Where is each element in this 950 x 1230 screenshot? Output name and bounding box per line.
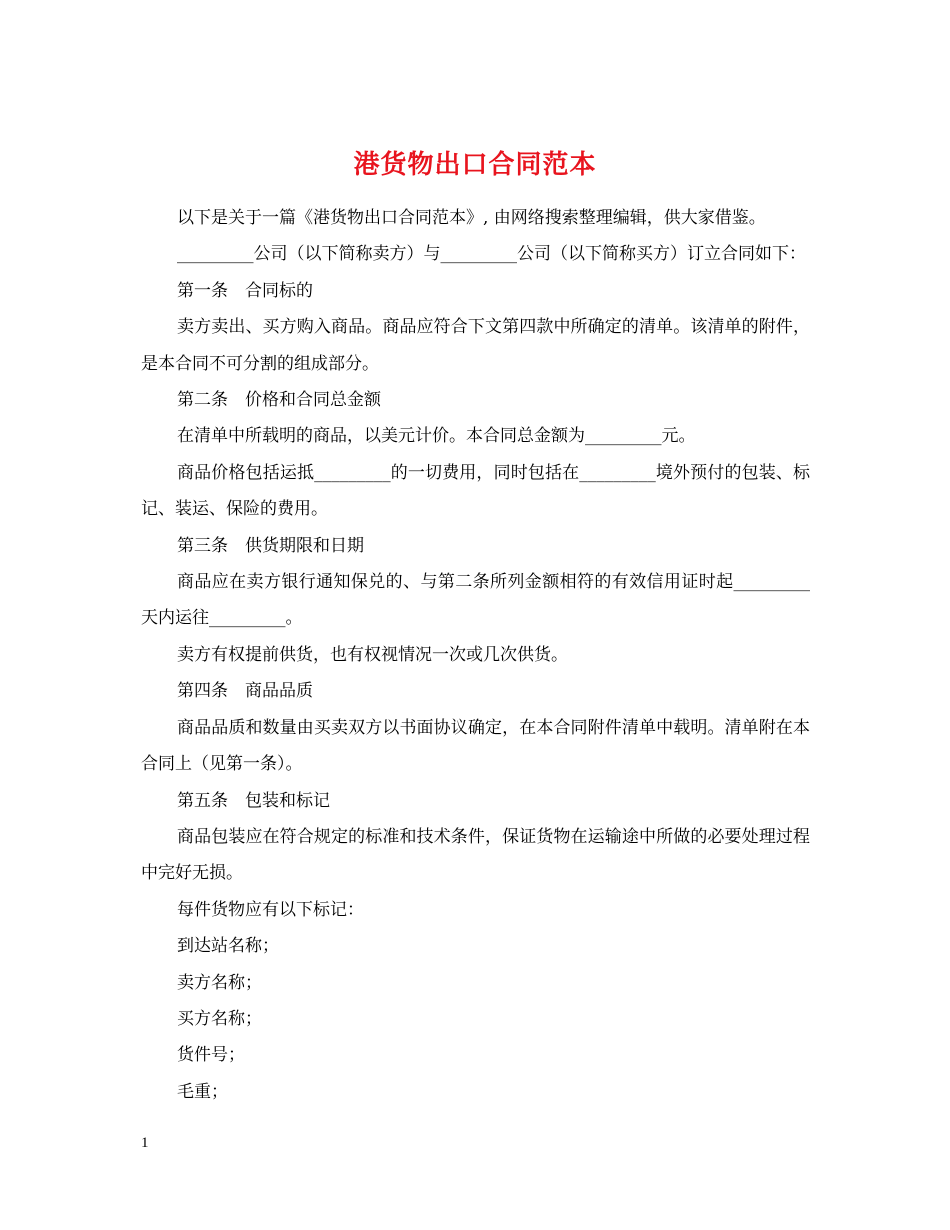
- paragraph-parties: _________公司（以下简称卖方）与_________公司（以下简称买方）订立合同如下：: [177, 244, 806, 265]
- article-4-heading: 第四条 商品品质: [177, 681, 313, 702]
- marking-item: 买方名称；: [177, 1008, 262, 1029]
- document-body: [141, 200, 810, 1110]
- article-3-text-2: 卖方有权提前供货，也有权视情况一次或几次供货。: [177, 644, 568, 665]
- document-title: 港货物出口合同范本: [353, 150, 597, 181]
- article-4-text: 商品品质和数量由买卖双方以书面协议确定，在本合同附件清单中载明。清单附在本合同上（见第一条）。: [141, 717, 810, 775]
- article-1-text: 卖方卖出、买方购入商品。商品应符合下文第四款中所确定的清单。该清单的附件，是本合同不可分割的组成部分。: [141, 317, 810, 374]
- article-2-text-2: 商品价格包括运抵_________的一切费用，同时包括在_________境外预付的包装、标记、装运、保险的费用。: [141, 462, 810, 520]
- page-number: 1: [141, 1135, 149, 1151]
- article-5-text-2: 每件货物应有以下标记：: [177, 899, 364, 920]
- article-2-text-1: 在清单中所载明的商品，以美元计价。本合同总金额为_________元。: [177, 426, 696, 447]
- article-5-text-1: 商品包装应在符合规定的标准和技术条件，保证货物在运输途中所做的必要处理过程中完好无损。: [141, 826, 810, 884]
- marking-item: 卖方名称；: [177, 972, 262, 993]
- marking-item: 毛重；: [177, 1081, 228, 1102]
- article-2-heading: 第二条 价格和合同总金额: [177, 390, 381, 411]
- article-3-text-1: 商品应在卖方银行通知保兑的、与第二条所列金额相符的有效信用证时起_________天内运往_________。: [141, 572, 810, 629]
- marking-item: 货件号；: [177, 1045, 245, 1066]
- article-1-heading: 第一条 合同标的: [177, 280, 313, 301]
- marking-item: 到达站名称；: [177, 936, 279, 957]
- article-3-heading: 第三条 供货期限和日期: [177, 535, 364, 556]
- article-5-heading: 第五条 包装和标记: [177, 790, 330, 811]
- paragraph-intro: 以下是关于一篇《港货物出口合同范本》, 由网络搜索整理编辑，供大家借鉴。: [177, 208, 766, 228]
